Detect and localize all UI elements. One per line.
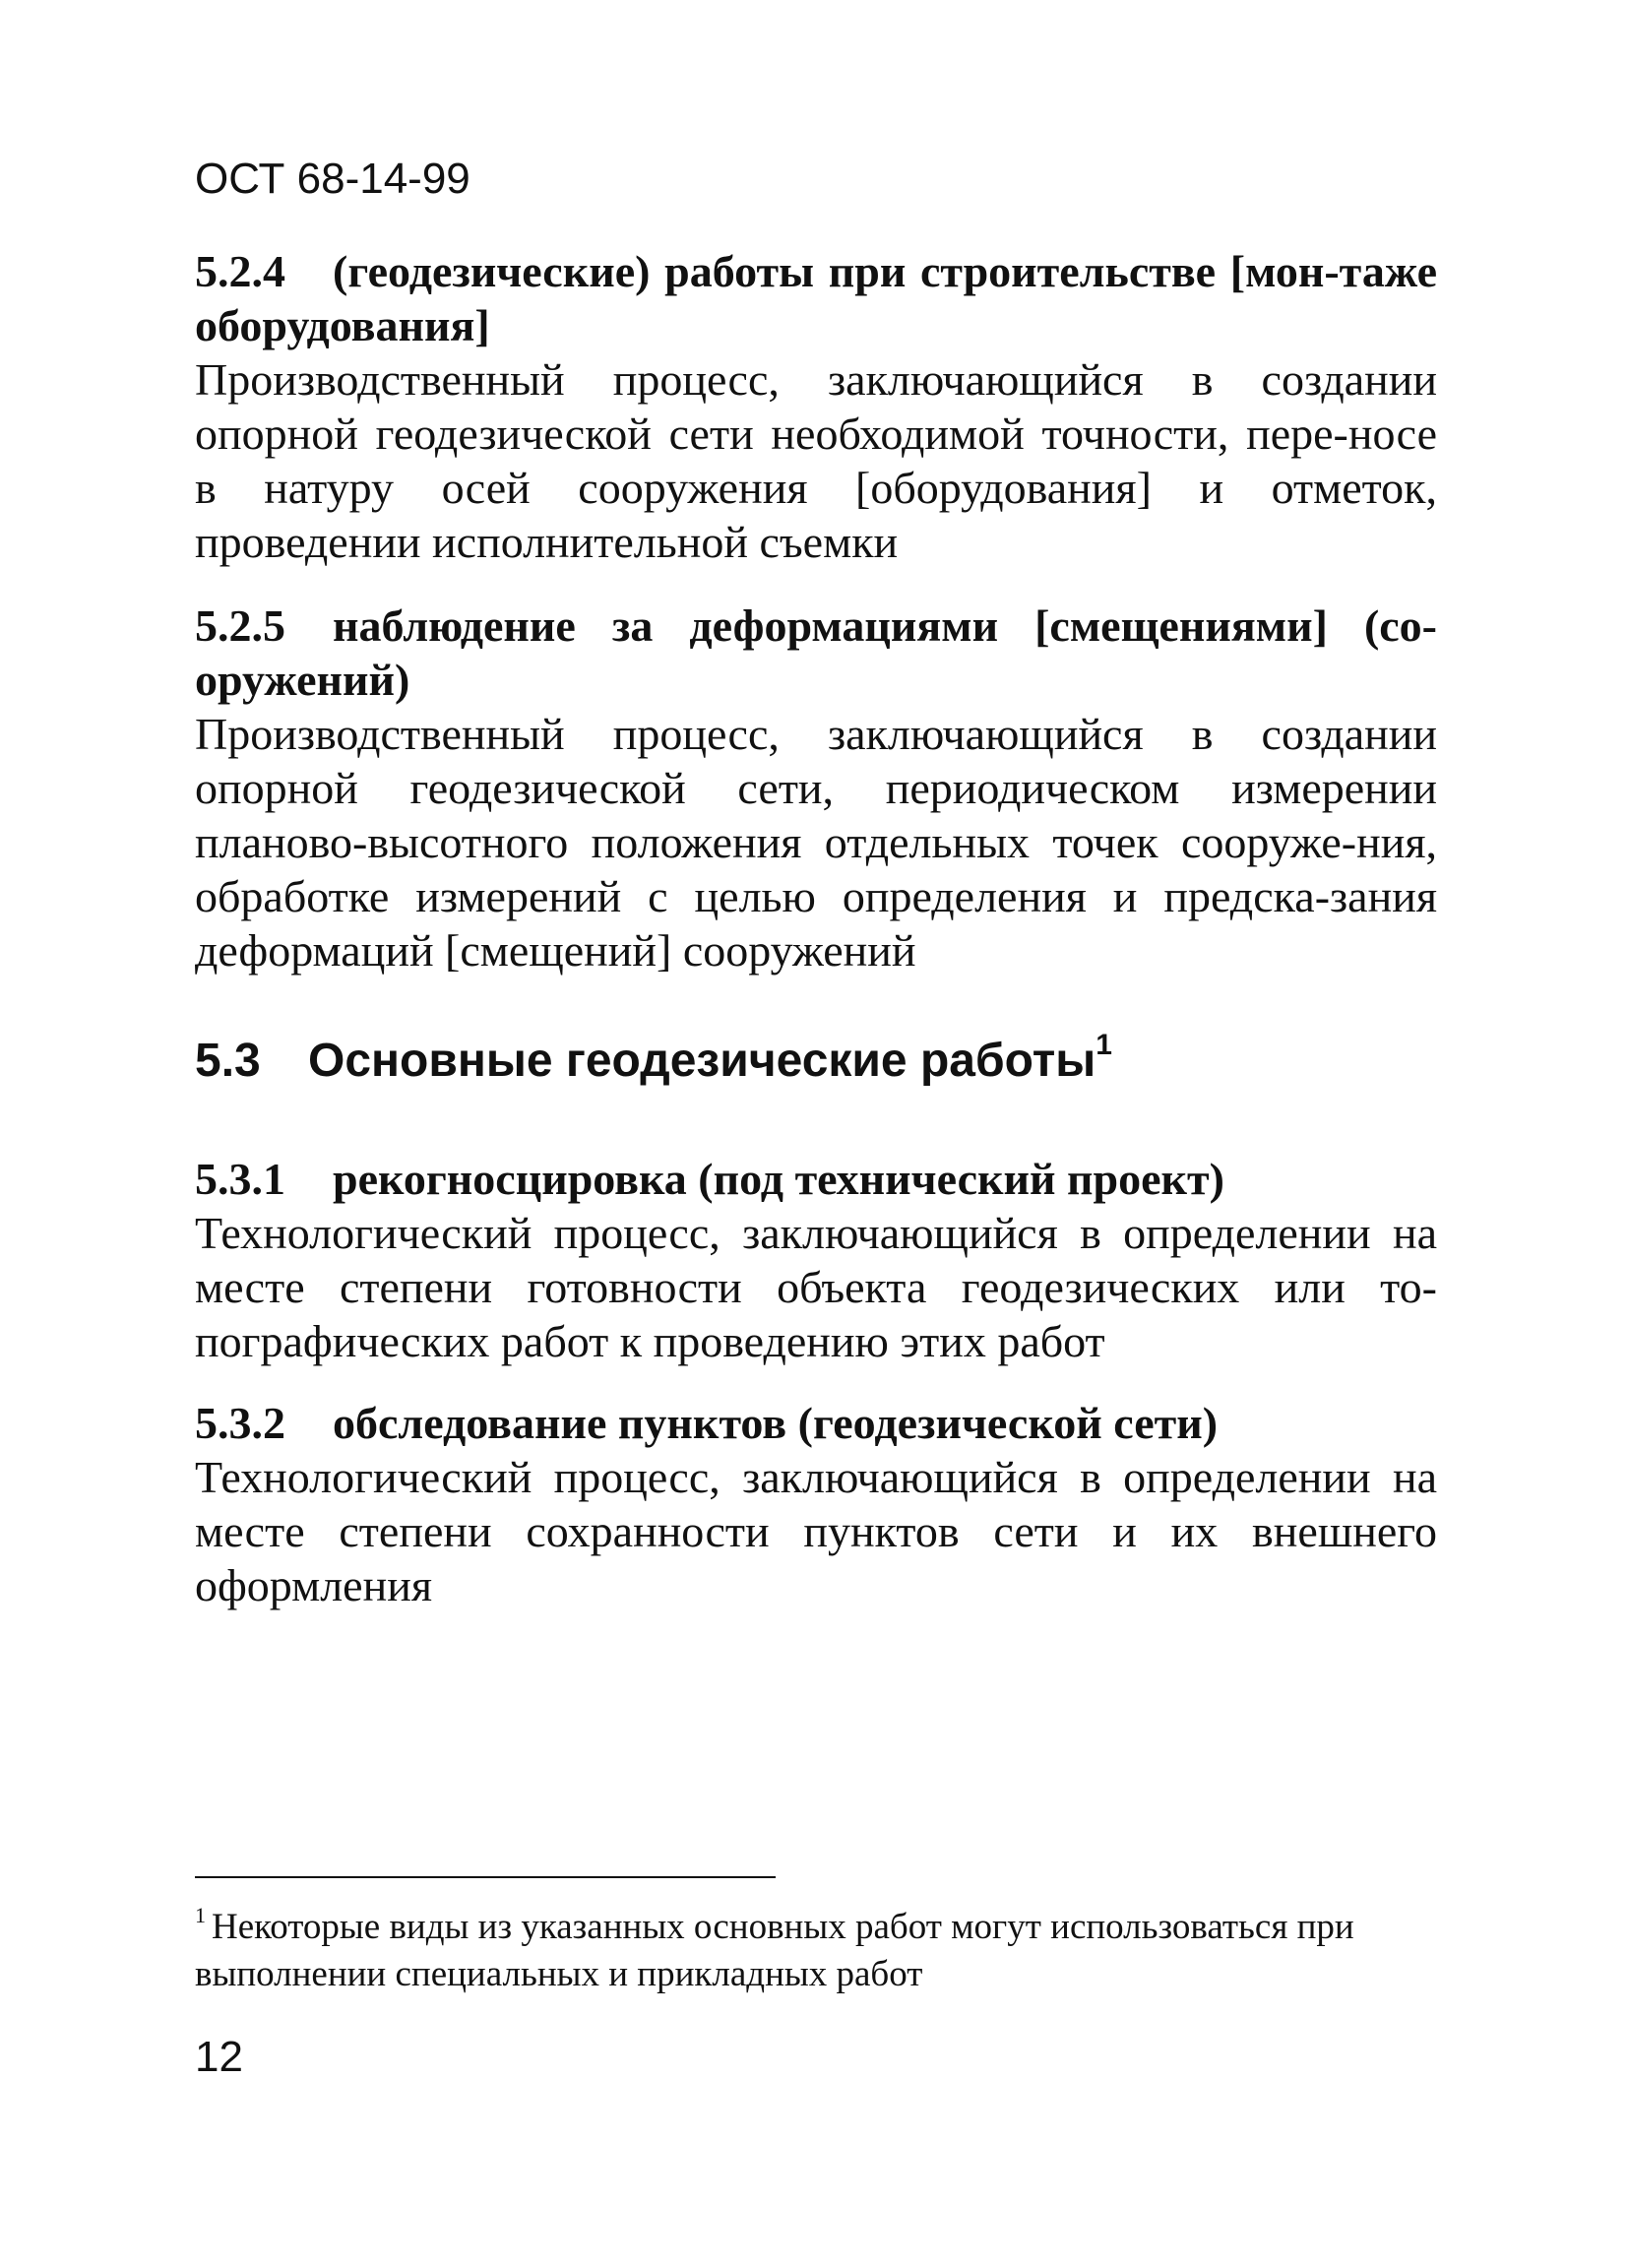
term-entry-5-2-4: [195, 244, 1437, 569]
term-entry-5-3-2: [195, 1396, 1437, 1612]
term-number: 5.3.1: [195, 1154, 285, 1204]
section-number: 5.3: [195, 1035, 261, 1087]
term-number: 5.3.2: [195, 1398, 285, 1448]
term-title: наблюдение за деформациями [смещениями] (со-оружений): [195, 600, 1437, 705]
term-entry-5-3-1: [195, 1152, 1437, 1368]
term-heading: [195, 598, 1437, 707]
section-heading: [195, 1029, 1112, 1091]
footnote-reference[interactable]: 1: [1096, 1029, 1112, 1061]
term-definition: Технологический процесс, заключающийся в определении на месте степени сохранности пунктов сети и их внешнего оформления: [195, 1452, 1437, 1610]
footnote-text: Некоторые виды из указанных основных работ могут использоваться при выполнении специальных и прикладных работ: [195, 1907, 1354, 1994]
page-number: 12: [195, 2033, 243, 2081]
section-title: Основные геодезические работы: [308, 1035, 1096, 1087]
term-number: 5.2.5: [195, 600, 285, 651]
term-definition: Производственный процесс, заключающийся в создании опорной геодезической сети необходимой точности, пере-носе в натуру осей сооружения [оборудования] и отметок, проведении исполнительной съемки: [195, 354, 1437, 567]
term-title: (геодезические) работы при строительстве [мон-таже оборудования]: [195, 246, 1437, 350]
document-code: ОСТ 68-14-99: [195, 155, 470, 203]
term-heading: [195, 244, 1437, 352]
term-heading: [195, 1152, 1437, 1206]
footnote-marker: 1: [195, 1903, 206, 1927]
footnote-divider: [195, 1876, 776, 1878]
term-entry-5-2-5: [195, 598, 1437, 977]
term-heading: [195, 1396, 1437, 1450]
footnote: [195, 1904, 1437, 1998]
term-title: рекогносцировка (под технический проект): [333, 1154, 1224, 1204]
term-definition: Технологический процесс, заключающийся в определении на месте степени готовности объекта геодезических или то-пографических работ к проведению этих работ: [195, 1208, 1437, 1366]
term-number: 5.2.4: [195, 246, 285, 296]
term-definition: Производственный процесс, заключающийся в создании опорной геодезической сети, периодическом измерении планово-высотного положения отдельных точек сооруже-ния, обработке измерений с целью определения и предска-зания деформаций [смещений] сооружений: [195, 709, 1437, 976]
term-title: обследование пунктов (геодезической сети): [333, 1398, 1219, 1448]
